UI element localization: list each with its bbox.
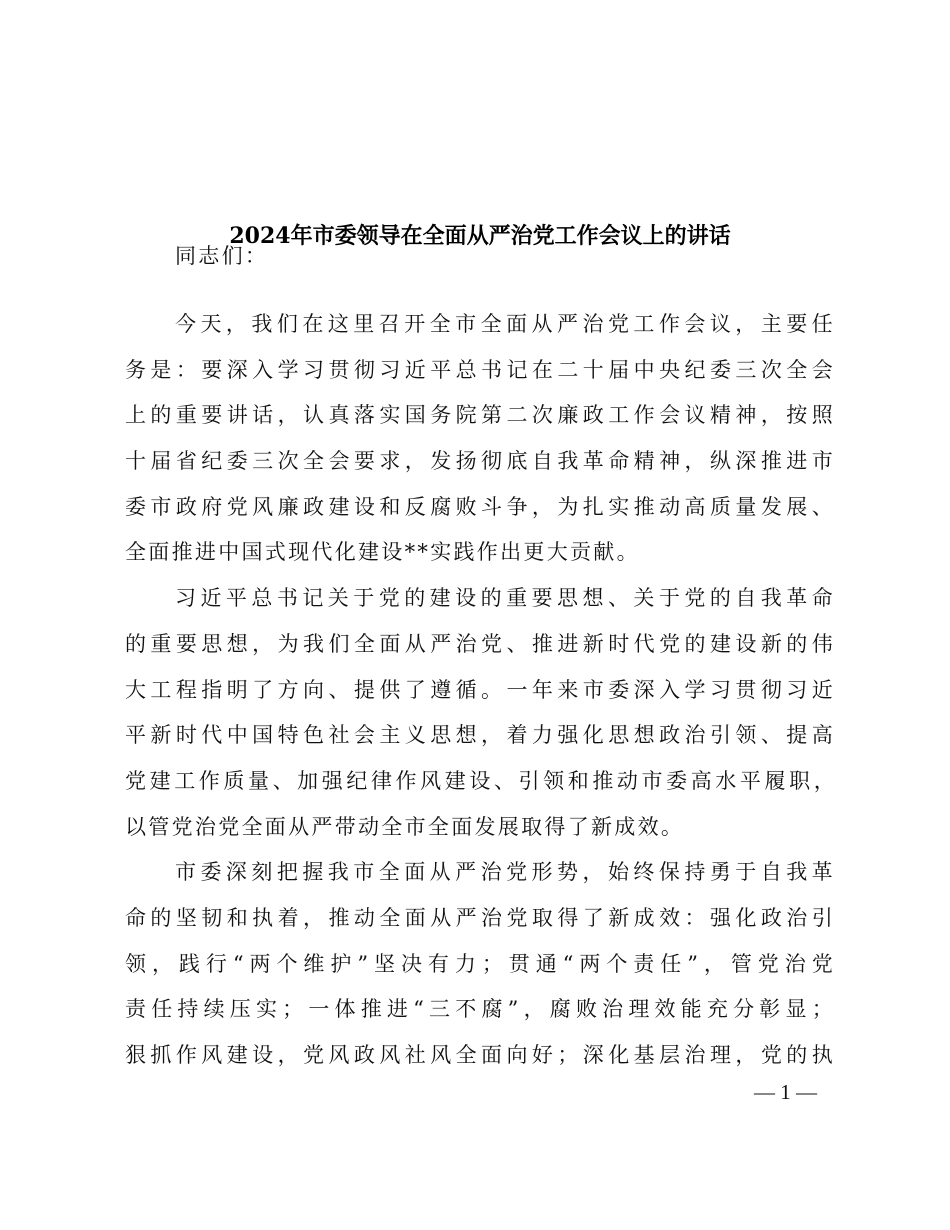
text-line: 领，践行“两个维护”坚决有力；贯通“两个责任”，管党治党: [125, 951, 835, 976]
text-line: 命的坚韧和执着，推动全面从严治党取得了新成效：强化政治引: [125, 905, 835, 930]
text-line: 务是：要深入学习贯彻习近平总书记在二十届中央纪委三次全会: [125, 357, 835, 382]
document-title: 2024年市委领导在全面从严治党工作会议上的讲话: [229, 223, 731, 249]
text-line: 上的重要讲话，认真落实国务院第二次廉政工作会议精神，按照: [125, 403, 835, 428]
text-line: 狠抓作风建设，党风政风社风全面向好；深化基层治理，党的执: [125, 1043, 835, 1067]
text-line: 市委深刻把握我市全面从严治党形势，始终保持勇于自我革: [175, 860, 835, 885]
text-line: 责任持续压实；一体推进“三不腐”，腐败治理效能充分彰显；: [125, 997, 835, 1022]
document-body: [125, 302, 835, 1079]
text-line: 今天，我们在这里召开全市全面从严治党工作会议，主要任: [175, 312, 835, 336]
text-line: 以管党治党全面从严带动全市全面发展取得了新成效。: [125, 814, 685, 839]
text-line: 平新时代中国特色社会主义思想，着力强化思想政治引领、提高: [125, 723, 835, 748]
salutation: 同志们：: [175, 244, 269, 268]
page-number: — 1 —: [754, 1080, 817, 1104]
text-line: 的重要思想，为我们全面从严治党、推进新时代党的建设新的伟: [125, 631, 835, 656]
text-line: 十届省纪委三次全会要求，发扬彻底自我革命精神，纵深推进市: [125, 449, 835, 474]
text-line: 习近平总书记关于党的建设的重要思想、关于党的自我革命: [175, 586, 835, 611]
text-line: 全面推进中国式现代化建设**实践作出更大贡献。: [125, 540, 640, 565]
text-line: 委市政府党风廉政建设和反腐败斗争，为扎实推动高质量发展、: [125, 494, 835, 519]
text-line: 党建工作质量、加强纪律作风建设、引领和推动市委高水平履职，: [125, 768, 835, 793]
text-line: 大工程指明了方向、提供了遵循。一年来市委深入学习贯彻习近: [125, 677, 835, 702]
